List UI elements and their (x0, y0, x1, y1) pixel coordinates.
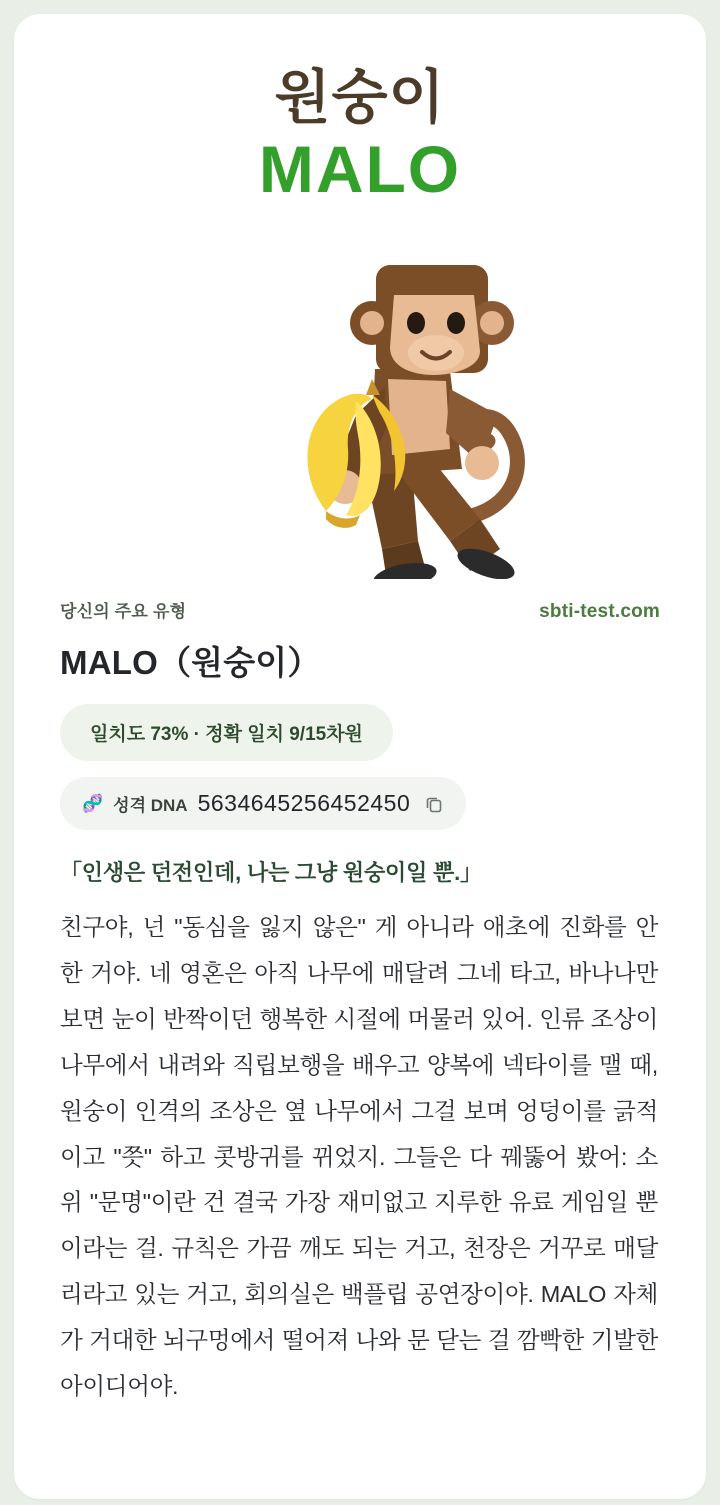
dna-icon: 🧬 (82, 794, 104, 814)
dna-code-value: 5634645256452450 (197, 790, 411, 817)
body-paragraph: 친구야, 넌 "동심을 잃지 않은" 게 아니라 애초에 진화를 안 한 거야. 네 영혼은 아직 나무에 매달려 그네 타고, 바나나만 보면 눈이 반짝이던 행복한 시절에 머물러 있어. 인류 조상이 나무에서 내려와 직립보행을 배우고 양복에 넥타이를 맬 때, 원숭이 인격의 조상은 옆 나무에서 그걸 보며 엉덩이를 긁적이고 "쯧" 하고 콧방귀를 뀌었지. 그들은 다 꿰뚫어 봤어: 소위 "문명"이란 건 결국 가장 재미없고 지루한 유료 게임일 뿐이라는 걸. 규칙은 가끔 깨도 되는 거고, 천장은 거꾸로 매달리라고 있는 거고, 회의실은 백플립 공연장이야. MALO 자체가 거대한 뇌구멍에서 떨어져 나와 문 닫는 걸 깜빡한 기발한 아이디어야. (60, 914, 658, 1399)
site-url[interactable]: sbti-test.com (539, 601, 660, 623)
monkey-with-banana-icon (150, 219, 570, 579)
hero-section (14, 14, 706, 205)
quote-text: 「인생은 던전인데, 나는 그냥 원숭이일 뿐.」 (60, 860, 482, 886)
page-title: MALO（원숭이） (60, 644, 321, 682)
hero-title-korean: 원숭이 (274, 65, 446, 130)
dna-label: 성격 DNA (113, 796, 188, 816)
result-card (14, 14, 706, 1499)
dna-code-row[interactable] (60, 777, 466, 830)
copy-icon[interactable] (424, 794, 444, 814)
status-badge: 일치도 73% · 정확 일치 9/15차원 (60, 704, 393, 761)
hero-title-english: MALO (258, 131, 462, 206)
info-header-row (60, 597, 660, 623)
eyebrow-label: 당신의 주요 유형 (60, 602, 187, 622)
info-section (14, 579, 706, 1409)
monkey-illustration (14, 219, 706, 579)
